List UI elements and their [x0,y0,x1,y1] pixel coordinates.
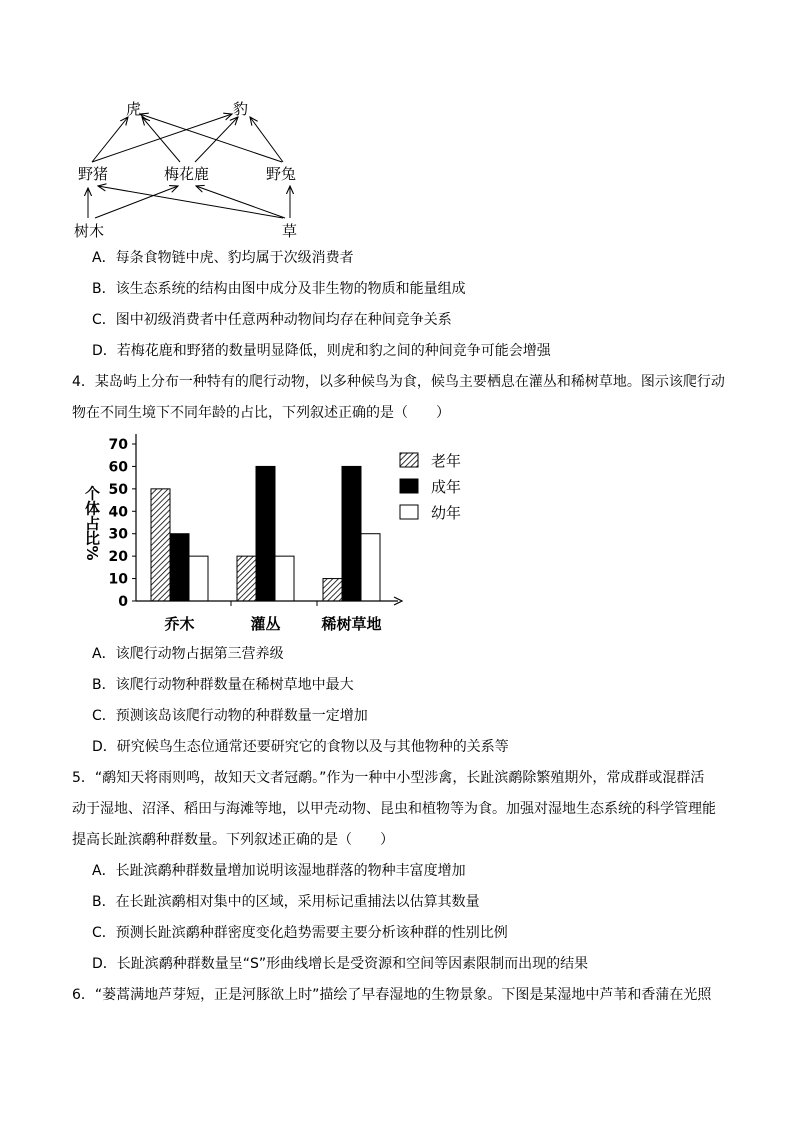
bar-成年-乔木 [170,534,189,601]
node-grass: 草 [282,222,298,240]
legend-swatch [400,505,418,519]
x-category-label: 灌丛 [250,615,281,633]
legend-swatch [400,479,418,493]
q4-stem-line1: 4．某岛屿上分布一种特有的爬行动物，以多种候鸟为食，候鸟主要栖息在灌丛和稀树草地。图示该爬行动 [72,374,725,390]
node-boar: 野猪 [78,165,109,183]
arrow-deer-tiger [142,117,180,162]
bar-幼年-灌丛 [275,556,294,601]
node-trees: 树木 [74,222,105,240]
bar-老年-稀树草地 [323,579,342,601]
q5-option-b: B．在长趾滨鹬相对集中的区域，采用标记重捕法以估算其数量 [92,894,480,910]
q5-option-c: C．预测长趾滨鹬种群密度变化趋势需要主要分析该种群的性别比例 [92,925,508,941]
legend-swatch [400,453,418,467]
q3-option-c: C．图中初级消费者中任意两种动物间均存在种间竞争关系 [92,312,452,328]
y-axis-label: 个体占比% [83,485,101,561]
age-structure-chart [70,428,490,638]
y-tick-label: 30 [108,526,128,543]
bar-幼年-稀树草地 [361,534,380,601]
arrow-grass-deer [196,186,285,218]
q4-option-c: C．预测该岛该爬行动物的种群数量一定增加 [92,708,368,724]
bar-成年-稀树草地 [342,466,361,601]
q5-stem-line2: 动于湿地、沼泽、稻田与海滩等地，以甲壳动物、昆虫和植物等为食。加强对湿地生态系统的科学管理能 [72,801,716,817]
bar-老年-灌丛 [237,556,256,601]
q3-option-b: B．该生态系统的结构由图中成分及非生物的物质和能量组成 [92,281,466,297]
y-tick-label: 60 [108,459,128,476]
q6-stem-line1: 6．“蒌蒿满地芦芽短，正是河豚欲上时”描绘了早春湿地的生物景象。下图是某湿地中芦苇和香蒲在光照 [72,987,712,1003]
q5-stem-line1: 5．“鹬知天将雨则鸣，故知天文者冠鹬。”作为一种中小型涉禽，长趾滨鹬除繁殖期外，常成群或混群活 [72,770,705,786]
node-hare: 野兔 [266,165,297,183]
node-tiger: 虎 [126,100,142,118]
node-leopard: 豹 [233,100,249,118]
legend-label: 成年 [431,478,462,496]
arrow-hare-leopard [250,117,283,162]
food-web-arrows [0,0,794,250]
q4-option-a: A．该爬行动物占据第三营养级 [92,646,284,662]
arrow-grass-boar [98,186,283,218]
q4-option-d: D．研究候鸟生态位通常还要研究它的食物以及与其他物种的关系等 [92,739,509,755]
q3-option-a: A．每条食物链中虎、豹均属于次级消费者 [92,250,354,266]
arrow-boar-tiger [92,117,128,162]
arrow-trees-deer [95,186,178,218]
x-category-label: 乔木 [164,615,195,633]
q5-stem-line3: 提高长趾滨鹬种群数量。下列叙述正确的是（ ） [72,832,394,848]
q4-option-b: B．该爬行动物种群数量在稀树草地中最大 [92,677,354,693]
node-deer: 梅花鹿 [164,165,210,183]
y-tick-label: 10 [108,571,128,588]
y-tick-label: 70 [108,437,128,453]
bar-幼年-乔木 [189,556,208,601]
q5-option-a: A．长趾滨鹬种群数量增加说明该湿地群落的物种丰富度增加 [92,863,466,879]
y-tick-label: 40 [108,504,128,521]
x-category-label: 稀树草地 [321,615,382,633]
q3-option-d: D．若梅花鹿和野猪的数量明显降低，则虎和豹之间的种间竞争可能会增强 [92,343,551,359]
bar-成年-灌丛 [256,466,275,601]
y-tick-label: 0 [118,594,128,610]
q5-option-d: D．长趾滨鹬种群数量呈“S”形曲线增长是受资源和空间等因素限制而出现的结果 [92,956,589,972]
legend-label: 幼年 [431,504,462,522]
q4-stem-line2: 物在不同生境下不同年龄的占比，下列叙述正确的是（ ） [72,405,450,421]
arrow-deer-leopard [195,117,238,162]
legend-label: 老年 [431,452,462,470]
bar-老年-乔木 [151,489,170,601]
y-tick-label: 50 [108,481,128,498]
y-tick-label: 20 [108,549,128,566]
